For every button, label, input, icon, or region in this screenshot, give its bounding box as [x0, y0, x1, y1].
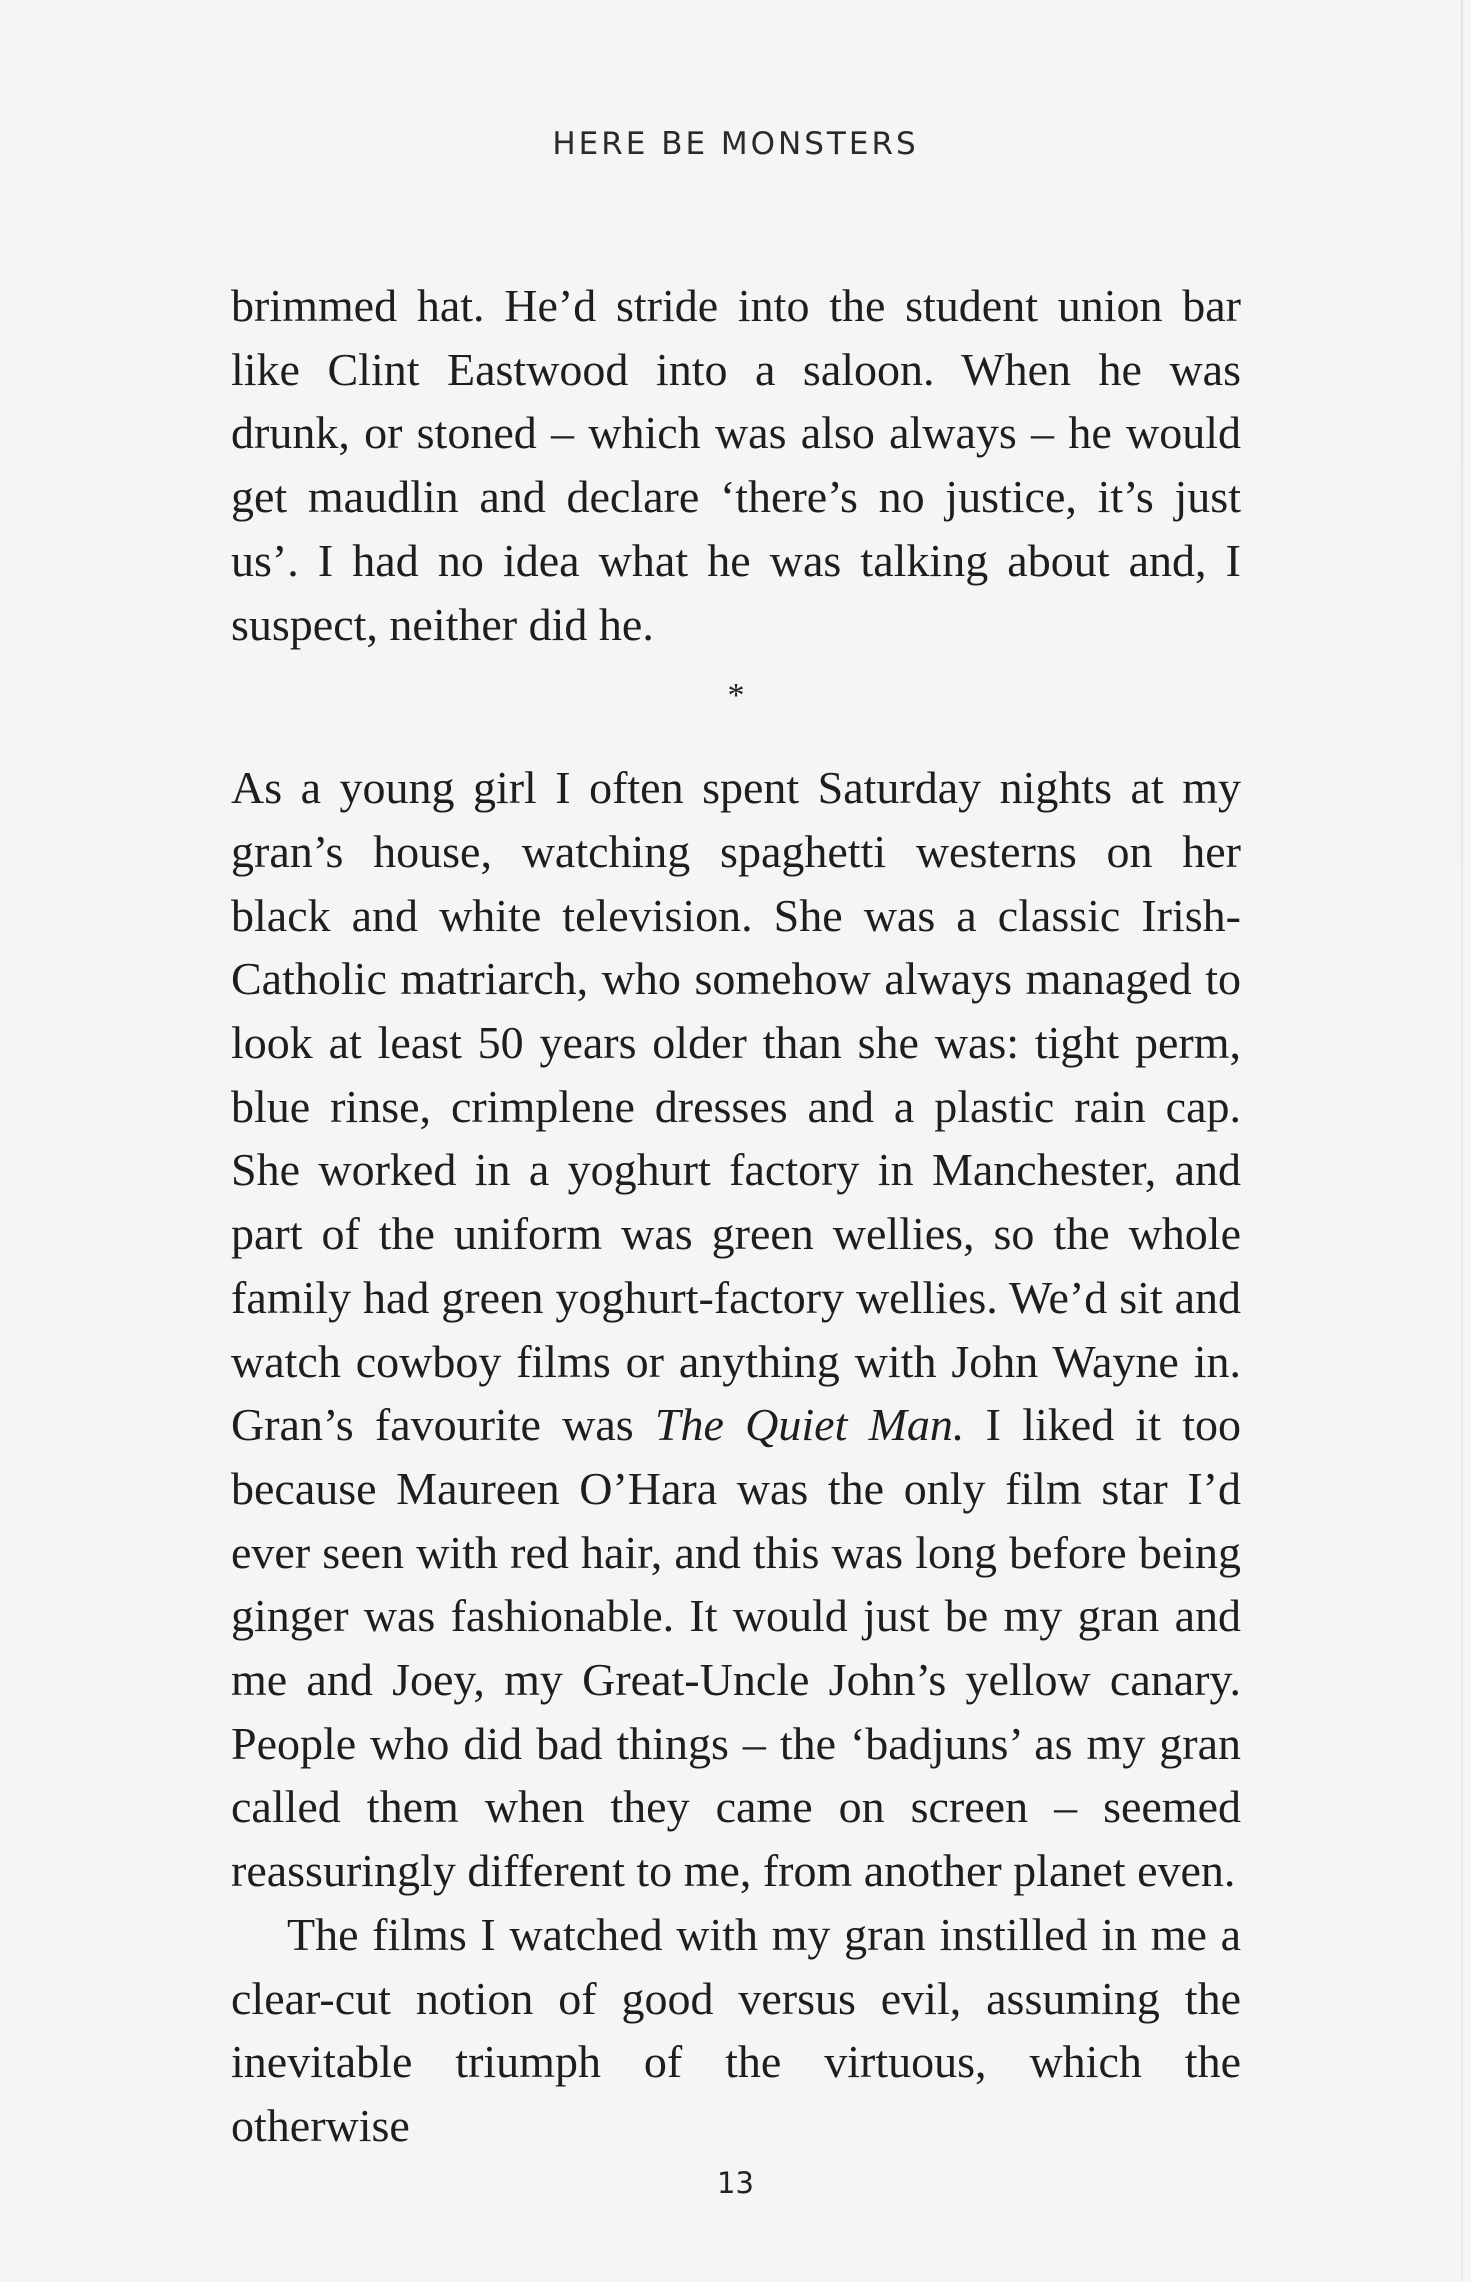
- paragraph-main-text-2: I liked it too because Maureen O’Hara was the only film star I’d ever seen with red hair, and this was long before being ginger was fashionable. It would just be my gran and me and Joey, my Great-Uncle John’s yellow canary. People who did bad things – the ‘badjuns’ as my gran called them when they came on screen – seemed reassuringly different to me, from another planet even.: [231, 1399, 1242, 1897]
- paragraph-main: [231, 756, 1241, 1903]
- page-edge: [1461, 0, 1463, 2282]
- section-break: *: [727, 677, 745, 715]
- paragraph-final: The films I watched with my gran instilled in me a clear-cut notion of good versus evil, assuming the inevitable triumph of the virtuous, which the otherwise: [231, 1908, 1241, 2151]
- paragraph-main-text-1: As a young girl I often spent Saturday nights at my gran’s house, watching spaghetti westerns on her black and white television. She was a classic Irish-Catholic matriarch, who somehow always managed to look at least 50 years older than she was: tight perm, blue rinse, crimplene dresses and a plastic rain cap. She worked in a yoghurt factory in Manchester, and part of the uniform was green wellies, so the whole family had green yoghurt-factory wellies. We’d sit and watch cowboy films or anything with John Wayne in. Gran’s favourite was: [231, 762, 1241, 1451]
- page-number: 13: [717, 2166, 754, 2200]
- body-text: [231, 274, 1241, 2158]
- paragraph-intro: brimmed hat. He’d stride into the student union bar like Clint Eastwood into a saloon. When he was drunk, or stoned – which was also always – he would get maudlin and declare ‘there’s no justice, it’s just us’. I had no idea what he was talking about and, I suspect, neither did he.: [231, 280, 1241, 650]
- film-title: The Quiet Man.: [654, 1399, 965, 1451]
- running-head: HERE BE MONSTERS: [552, 126, 919, 162]
